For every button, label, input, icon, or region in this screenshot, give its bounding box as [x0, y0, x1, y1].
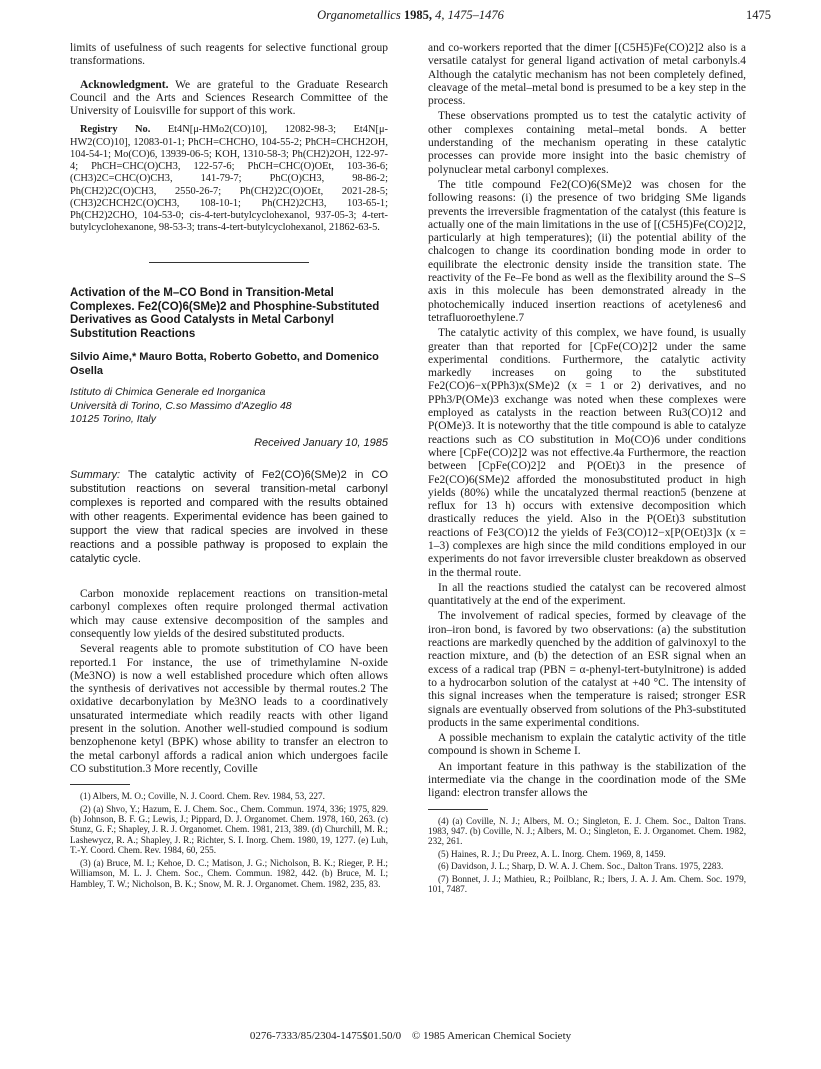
- left-column: [70, 42, 388, 891]
- footnote: (1) Albers, M. O.; Coville, N. J. Coord. Chem. Rev. 1984, 53, 227.: [80, 791, 325, 802]
- footnote-divider: [428, 809, 488, 810]
- footnote: (4) (a) Coville, N. J.; Albers, M. O.; Singleton, E. J. Chem. Soc., Dalton Trans. 1983, 947. (b) Coville, N. J.; Albers, M. O.; Singleton, E. J. Organomet. Chem. 1982, 232, 261.: [428, 815, 746, 847]
- footnote: (5) Haines, R. J.; Du Preez, A. L. Inorg. Chem. 1969, 8, 1459.: [438, 848, 666, 859]
- footnote: (7) Bonnet, J. J.; Mathieu, R.; Poilblanc, R.; Ibers, J. A. J. Am. Chem. Soc. 1979, 101, 7487.: [428, 873, 746, 895]
- article-authors: Silvio Aime,* Mauro Botta, Roberto Gobetto, and Domenico Osella: [70, 351, 379, 377]
- body-paragraph: Several reagents able to promote substitution of CO have been reported.1 For instance, the use of trimethylamine N-oxide (Me3NO) is now a well established procedure which often allows the synthesis of derivatives not accessible by thermal routes.2 The oxidative decarbonylation by Me3NO leads to a coordinatively unsaturated intermediate which readily reacts with other ligand present in the solution. Another well-studied compound is sodium benzophenone ketyl (BPK) whose ability to transfer an electron to the metal carbonyl affords a radical anion which undergoes facile CO substitution.3 More recently, Coville: [70, 643, 388, 775]
- issn-code: 0276-7333/85/2304-1475$01.50/0: [249, 1030, 402, 1042]
- received-date: Received January 10, 1985: [254, 436, 388, 449]
- running-header: [0, 8, 821, 26]
- body-paragraph: The involvement of radical species, formed by cleavage of the iron–iron bond, is favored by two observations: (a) the substitution reactions are markedly quenched by the addition of galvinoxyl to the reaction mixture, and (b) the detection of an ESR signal when an excess of a radical trap (PBN = α-phenyl-tert-butylnitrone) is added to a hydrocarbon solution of the catalyst at +40 °C. The intensity of this signal increases when the temperature is raised; stronger ESR signals are eventually observed from solutions of the Ph3-substituted products in the same experimental conditions.: [428, 610, 746, 729]
- affiliation-line-3: 10125 Torino, Italy: [70, 413, 157, 426]
- acknowledgment: [70, 79, 388, 119]
- summary: [70, 468, 388, 566]
- page-number: 1475: [746, 8, 771, 22]
- affiliation-line-1: Istituto di Chimica Generale ed Inorganica: [70, 386, 266, 399]
- body-paragraph: In all the reactions studied the catalyst can be recovered almost quantitatively at the end of the experiment.: [428, 581, 746, 608]
- body-paragraph: Carbon monoxide replacement reactions on transition-metal carbonyl complexes often require prolonged thermal activation which may cause extensive decomposition of the samples and consequently low yields of the desired substituted products.: [70, 588, 388, 640]
- body-paragraph: and co-workers reported that the dimer [(C5H5)Fe(CO)2]2 also is a versatile catalyst for general ligand activation of metal carbonyls.4 Although the catalytic mechanism has not been completely defined, cleavage of the metal–metal bond is presumed to be a key step in the process.: [428, 42, 746, 108]
- affiliation-line-2: Università di Torino, C.so Massimo d'Azeglio 48: [70, 399, 292, 412]
- body-paragraph: The title compound Fe2(CO)6(SMe)2 was chosen for the following reasons: (i) the presence of two bridging SMe ligands prevents the irreversible fragmentation of the catalyst (this feature is actually one of the main limitations in the use of [(C5H5)Fe(CO)2]2, particularly at high temperatures); (ii) the potential ability of the chalcogen to change its coordination bonding mode in order to equilibrate the electronic density inside the transition state. The reactivity of the Fe–Fe bond as well as the flexibility around the S–S axis in this molecule has been demonstrated already in the photochemically induced insertion reactions of acetylenes6 and tetrafluoroethylene.7: [428, 178, 746, 324]
- footnote: (2) (a) Shvo, Y.; Hazum, E. J. Chem. Soc., Chem. Commun. 1974, 336; 1975, 829. (b) Johnson, B. F. G.; Lewis, J.; Pippard, D. J. Organomet. Chem. 1978, 160, 263. (c) Stunz, G. F.; Shapley, J. R. J. Organomet. Chem. 1981, 213, 389. (d) Churchill, M. R.; Lashewycz, R. A.; Shapley, J. R.; Richter, S. I. Inorg. Chem. 1980, 19, 1277. (e) Luh, T.-Y. Coord. Chem. Rev. 1984, 60, 255.: [70, 803, 388, 856]
- journal-citation: [0, 8, 821, 23]
- summary-label: Summary:: [70, 469, 121, 482]
- registry-text: Et4N[μ-HMo2(CO)10], 12082-98-3; Et4N[μ-HW2(CO)10], 12083-01-1; PhCH=CHCHO, 104-55-2; PhCH=CHCH2OH, 104-54-1; Mo(CO)6, 13939-06-5; KOH, 1310-58-3; Ph(CH2)2OH, 122-97-4; PhCH=CHC(O)CH3, 122-57-6; PhCH=CHC(O)OEt, 103-36-6; (CH3)2C=CHC(O)CH3, 141-79-7; PhC(O)CH3, 98-86-2; Ph(CH2)2C(O)CH3, 2550-26-7; Ph(CH2)2C(O)OEt, 2021-28-5; (CH3)2CHCH2C(O)CH3, 108-10-1; Ph(CH2)2CH3, 103-65-1; Ph(CH2)2CHO, 104-53-0; cis-4-tert-butylcyclohexanol, 937-05-3; 4-tert-butylcyclohexanone, 98-53-3; trans-4-tert-butylcyclohexanol, 21862-63-5.: [70, 124, 388, 234]
- footnote: (3) (a) Bruce, M. I.; Kehoe, D. C.; Matison, J. G.; Nicholson, B. K.; Rieger, P. H.; Williamson, M. L. J. Chem. Soc., Chem. Commun. 1982, 442. (b) Bruce, M. I.; Hambley, T. W.; Nicholson, B. K.; Snow, M. R. J. Organomet. Chem. 1982, 235, 83.: [70, 857, 388, 889]
- article-title: Activation of the M–CO Bond in Transition-Metal Complexes. Fe2(CO)6(SMe)2 and Phosphine-Substituted Derivatives as Good Catalysts in Metal Carbonyl Substitution Reactions: [70, 287, 380, 340]
- affiliation: [70, 386, 388, 427]
- copyright: © 1985 American Chemical Society: [411, 1030, 572, 1042]
- article-divider: [149, 262, 309, 263]
- journal-volume-pages: 4, 1475–1476: [435, 8, 504, 22]
- body-paragraph: The catalytic activity of this complex, we have found, is usually greater than that reported for [CpFe(CO)2]2 under the same experimental conditions. Furthermore, the catalytic activity markedly increases on going to the substituted Fe2(CO)6−x(PPh3)x(SMe)2 (x = 1 or 2) derivatives, and no PPh3/P(OMe)3 exchange was noted when these complexes were employed as catalysts in the reaction between Ru3(CO)12 and P(OMe)3. It is noteworthy that the title compound is able to catalyze reactions such as CO substitution in Mo(CO)6 under conditions where [CpFe(CO)2]2 was not effective.4a Furthermore, the reaction between [CpFe(CO)2]2 and P(OEt)3 in the presence of Fe2(CO)6(SMe)2 afforded the monosubstituted product in high yields (80%) while the uncatalyzed thermal reaction5 (benzene at reflux for 13 h) occurs with extensive decomposition which drastically reduces the yield. Also in the P(OEt)3 substitution reactions of Fe3(CO)12 the yields of Fe3(CO)12−x[P(OEt)3]x (x = 1–3) complexes are high since the mild conditions employed in our experiments do not favor irreversible cluster breakdown as observed in the thermal route.: [428, 327, 746, 579]
- right-column: [428, 42, 746, 896]
- ack-text: We are grateful to the Graduate Research Council and the Arts and Sciences Research Committee of the University of Louisville for support of this work.: [70, 78, 388, 118]
- body-paragraph: A possible mechanism to explain the catalytic activity of the title compound is shown in Scheme I.: [428, 732, 746, 758]
- page-footer: [0, 1030, 821, 1042]
- body-paragraph: These observations prompted us to test the catalytic activity of other complexes containing metal–metal bonds. A better understanding of the mechanism operating in these catalytic processes can provide more insight into the basic chemistry of polynuclear metal carbonyl complexes.: [428, 110, 746, 176]
- registry-heading: Registry No.: [80, 124, 151, 136]
- summary-text: The catalytic activity of Fe2(CO)6(SMe)2 in CO substitution reactions on several transition-metal carbonyl complexes is reported and compared with the results obtained with other reagents. Experimental evidence has been gained to support the view that radical species are involved in these reactions and a possible pathway is proposed to explain the catalytic cycle.: [70, 469, 389, 566]
- body-paragraph: An important feature in this pathway is the stabilization of the intermediate via the change in the coordination mode of the SMe ligand: electron transfer allows the: [428, 760, 746, 800]
- journal-year: 1985,: [403, 8, 432, 22]
- previous-article-tail: limits of usefulness of such reagents for selective functional group transformations.: [70, 42, 388, 68]
- footnote-divider: [70, 784, 130, 785]
- registry-numbers: [70, 124, 388, 234]
- journal-name: Organometallics: [317, 8, 401, 22]
- footnote: (6) Davidson, J. L.; Sharp, D. W. A. J. Chem. Soc., Dalton Trans. 1975, 2283.: [438, 861, 724, 872]
- ack-heading: Acknowledgment.: [80, 78, 169, 91]
